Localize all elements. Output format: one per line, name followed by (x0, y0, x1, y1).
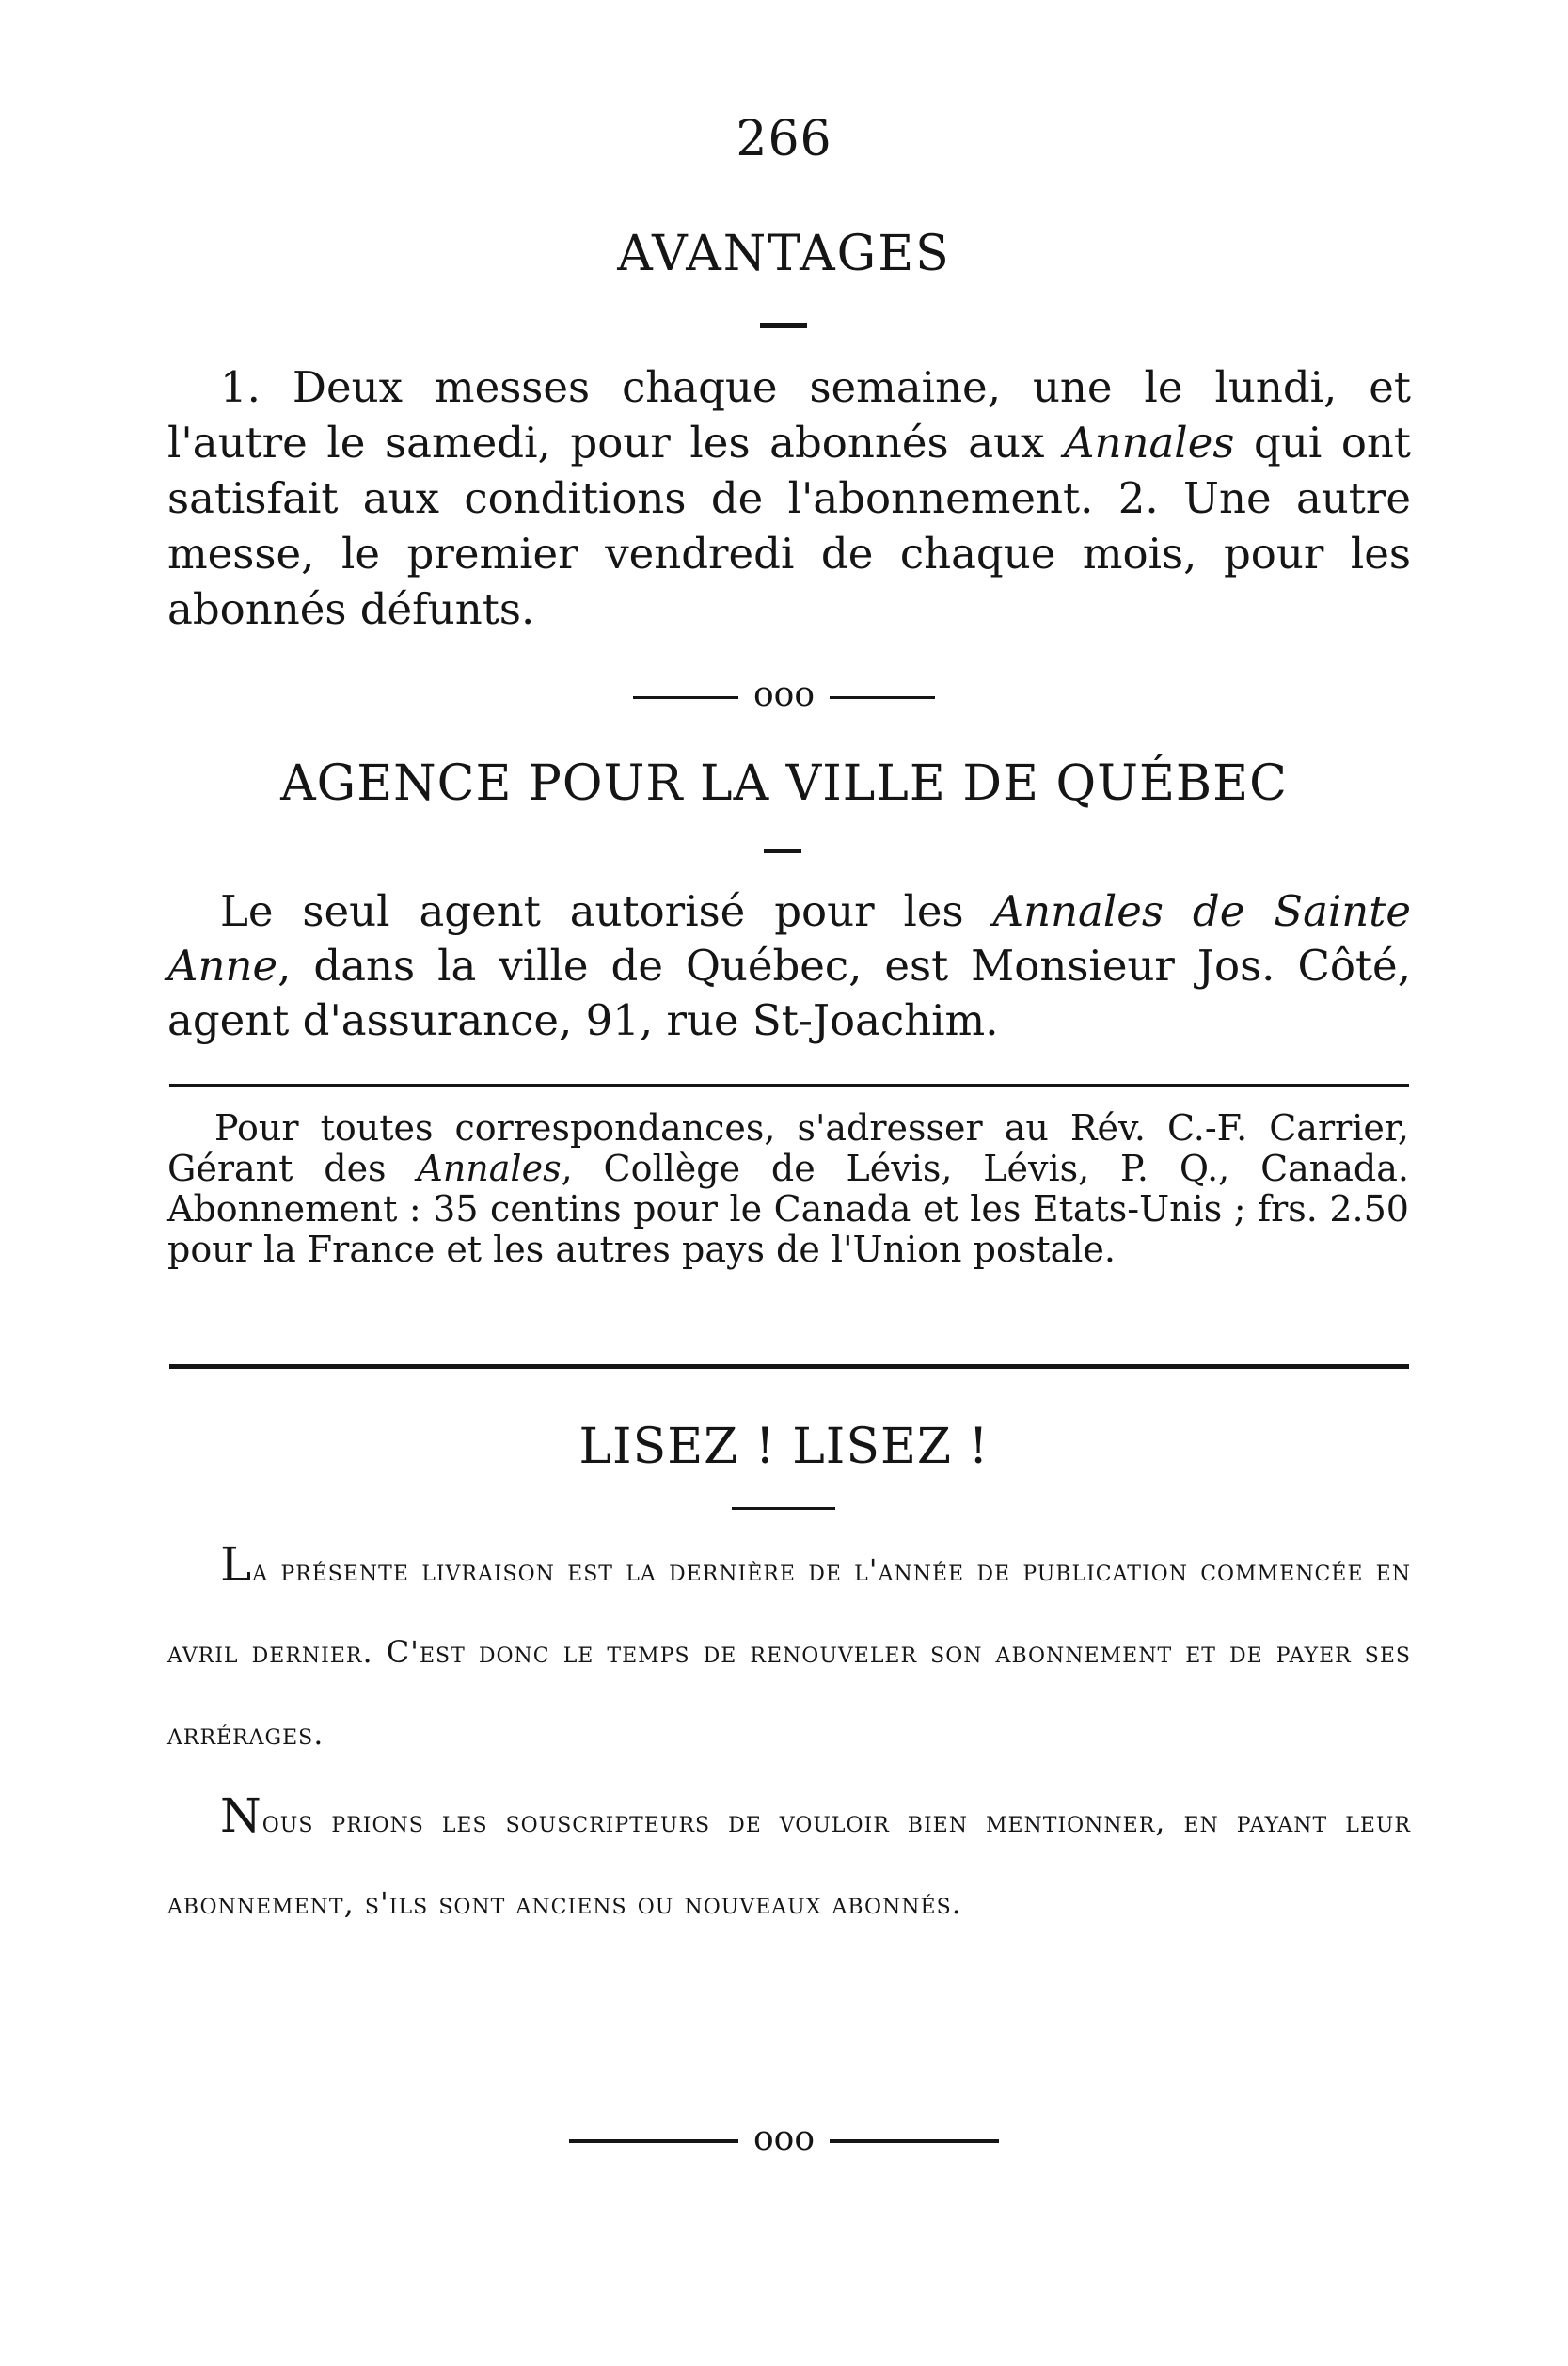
subscribers-text: ous prions les souscripteurs de vouloir bien mentionner, en payant leur abonnement, s'ils sont anciens ou nouveaux abonnés. (167, 1803, 1411, 1921)
title-underline (760, 323, 807, 328)
agence-text-1: Le seul agent autorisé pour les (220, 886, 993, 936)
renewal-text: a présente livraison est la dernière de l'année de publication commencée en avril dernier. C'est donc le temps de renouveler son abonnement et de payer ses arrérages. (167, 1552, 1411, 1752)
agence-text-2: , dans la ville de Québec, est Monsieur Jos. Côté, agent d'assurance, 91, rue St-Joachim. (167, 941, 1411, 1045)
annales-title: Annales de Sainte Anne (167, 886, 1412, 991)
renewal-notice (167, 1524, 1411, 1945)
avantages-text-1: 1. Deux messes chaque semaine, une le lundi, et l'autre le samedi, pour les abonnés aux (167, 362, 1411, 468)
drop-letter: N (220, 1788, 262, 1843)
annales-title: Annales (1064, 418, 1235, 468)
subscribers-paragraph (167, 1775, 1411, 1945)
title-underline (764, 849, 801, 853)
drop-letter: L (220, 1537, 253, 1592)
section-title-agence: AGENCE POUR LA VILLE DE QUÉBEC (280, 755, 1288, 812)
separator-line (830, 696, 935, 699)
section-title-avantages: AVANTAGES (617, 226, 951, 282)
annales-title: Annales (417, 1148, 562, 1189)
title-underline (732, 1507, 835, 1510)
avantages-text-2: qui ont satisfait aux conditions de l'abonnement. 2. Une autre messe, le premier vendredi de chaque mois, pour les abonnés défunts. (167, 418, 1412, 634)
page-number: 266 (736, 111, 832, 167)
section-title-lisez: LISEZ ! LISEZ ! (578, 1419, 990, 1475)
horizontal-rule-thick (169, 1364, 1409, 1369)
horizontal-rule (169, 1084, 1409, 1087)
notice-text-1: Pour toutes correspondances, s'adresser au Rév. C.-F. Carrier, Gérant des (167, 1107, 1409, 1189)
ornament-separator-bottom (0, 2120, 1568, 2158)
ornament-separator (0, 675, 1568, 714)
separator-text: ooo (752, 2120, 816, 2158)
correspondence-notice (167, 1108, 1409, 1270)
notice-text-2: , Collège de Lévis, Lévis, P. Q., Canada. Abonnement : 35 centins pour le Canada et les Etats-Unis ; frs. 2.50 pour la France et les autres pays de l'Union postale. (167, 1148, 1409, 1270)
separator-line (569, 2139, 738, 2143)
avantages-paragraph (167, 359, 1411, 637)
separator-text: ooo (752, 675, 816, 714)
agence-paragraph (167, 884, 1411, 1048)
separator-line (830, 2139, 999, 2143)
separator-line (633, 696, 738, 699)
renewal-paragraph (167, 1524, 1411, 1775)
